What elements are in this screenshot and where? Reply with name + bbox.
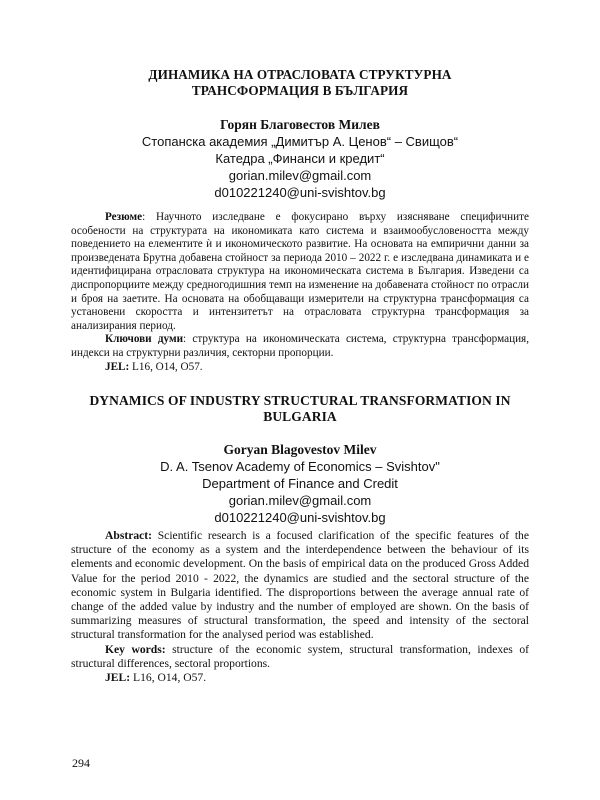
bulgarian-jel [71, 361, 529, 375]
english-affiliation: D. A. Tsenov Academy of Economics – Svishtov" [160, 459, 440, 474]
english-keywords-text: structure of the economic system, structural transformation, indexes of structural differences, sectoral proportions. [71, 642, 529, 670]
english-abstract-text: Scientific research is a focused clarification of the specific features of the structure of the economy as a system and the interdependence between the behaviour of its elements and economic development. On the basis of empirical data on the produced Gross Added Value for the period 2010 - 2022, the dynamics are studied and the sectoral structure of the economic system in Bulgaria identified. The disproportions between the average annual rate of change of the added value by industry and the number of employed are shown. On the basis of summarizing measures of structural transformation, the speed and intensity of the sectoral structural transformation for the analysed period was established. [71, 529, 529, 642]
english-department: Department of Finance and Credit [202, 476, 398, 491]
bulgarian-keywords [71, 333, 529, 360]
bulgarian-jel-label: JEL: [105, 360, 130, 373]
bulgarian-title-line-1: ДИНАМИКА НА ОТРАСЛОВАТА СТРУКТУРНА [148, 67, 452, 82]
english-email-2: d010221240@uni-svishtov.bg [214, 510, 386, 525]
english-jel [71, 671, 529, 685]
english-jel-label: JEL: [105, 671, 131, 685]
english-author-block [60, 441, 540, 526]
bulgarian-email-2: d010221240@uni-svishtov.bg [214, 185, 386, 200]
bulgarian-title [60, 67, 540, 99]
english-email-1: gorian.milev@gmail.com [228, 493, 372, 508]
english-abstract-label: Abstract: [105, 529, 153, 542]
bulgarian-abstract-label: Резюме [105, 211, 143, 223]
bulgarian-affiliation: Стопанска академия „Димитър А. Ценов“ – Свищов“ [141, 134, 459, 149]
page-number: 294 [72, 756, 90, 770]
bulgarian-title-line-2: ТРАНСФОРМАЦИЯ В БЪЛГАРИЯ [191, 83, 409, 98]
bulgarian-abstract-paragraph [71, 211, 529, 333]
english-author-name: Goryan Blagovestov Milev [223, 442, 377, 457]
english-abstract [71, 529, 529, 685]
bulgarian-author-block [60, 116, 540, 201]
bulgarian-keywords-label: Ключови думи [105, 333, 184, 346]
english-jel-codes: L16, O14, O57. [130, 671, 207, 685]
bulgarian-department: Катедра „Финанси и кредит“ [215, 151, 385, 166]
english-title-line-1: DYNAMICS OF INDUSTRY STRUCTURAL TRANSFORMATION IN [89, 393, 511, 408]
english-title-line-2: BULGARIA [263, 409, 337, 424]
bulgarian-author-name: Горян Благовестов Милев [220, 117, 380, 132]
english-title [60, 393, 540, 425]
bulgarian-email-1: gorian.milev@gmail.com [228, 168, 372, 183]
bulgarian-abstract [71, 211, 529, 374]
english-abstract-paragraph [71, 529, 529, 643]
bulgarian-jel-codes: L16, O14, O57. [129, 360, 203, 373]
english-keywords-label: Key words: [105, 642, 166, 656]
bulgarian-keywords-text: : структура на икономическата система, структурна трансформация, индекси на структурни различия, секторни пропорции. [71, 333, 529, 359]
english-keywords [71, 643, 529, 671]
bulgarian-abstract-text: : Научното изследване е фокусирано върху изясняване специфичните особености на структурата на икономиката като система и взаимообусловеността между поведението на елементите ѝ и икономическото развитие. На основата на емпирични данни за произведената Брутна добавена стойност за периода 2010 – 2022 г. е изследвана динамиката и е идентифицирана отрасловата структура на икономическата система в България. Изведени са диспропорциите между средногодишния темп на изменение на добавената стойност по отрасли и броя на заетите. На основата на обобщаващи измерители на структурна трансформация са установени скоростта и интензитетът на отрасловата структурна трансформация за анализирания период. [71, 211, 529, 332]
